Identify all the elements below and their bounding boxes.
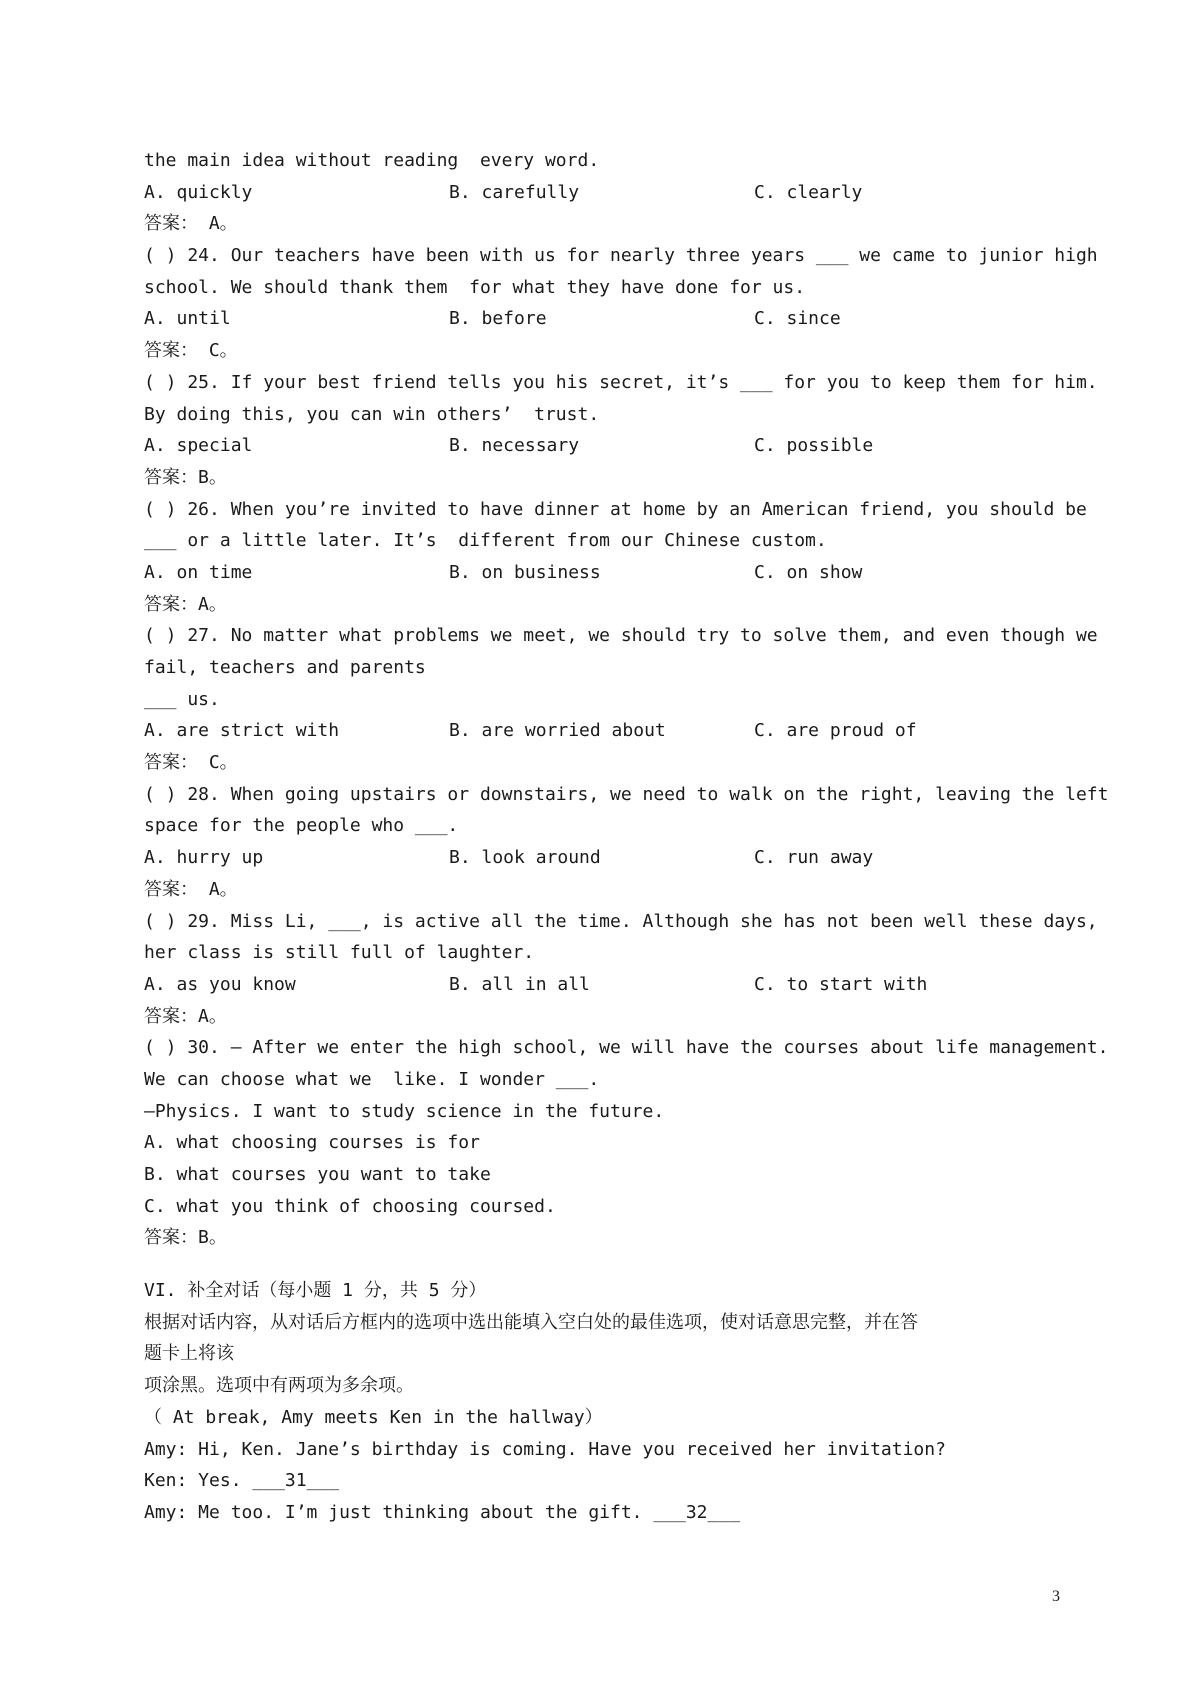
question-30-option-b: B. what courses you want to take: [144, 1164, 491, 1185]
option-c: C. to start with: [754, 973, 928, 995]
page-number: 3: [1052, 1588, 1060, 1605]
question-30-answer: 答案：B。: [144, 1227, 227, 1249]
option-c: C. possible: [754, 435, 874, 457]
dialogue-line: Amy: Me too. I’m just thinking about the gift. ___32___: [144, 1501, 741, 1523]
question-25-options: [144, 430, 1070, 462]
option-c: C. clearly: [754, 181, 863, 203]
option-b: B. all in all: [449, 973, 590, 995]
option-a: A. hurry up: [144, 847, 264, 869]
option-c: C. on show: [754, 561, 863, 583]
question-24-line-1: ( ) 24. Our teachers have been with us for nearly three years ___ we came to junior high: [144, 245, 1098, 267]
question-25-line-1: ( ) 25. If your best friend tells you his secret, it’s ___ for you to keep them for him.: [144, 371, 1098, 393]
option-a: A. quickly: [144, 181, 253, 203]
answer-line: 答案： A。: [144, 213, 238, 235]
question-text-line: the main idea without reading every word.: [144, 150, 600, 171]
option-b: B. before: [449, 308, 547, 330]
section-instructions-line-3: 项涂黑。选项中有两项为多余项。: [144, 1375, 414, 1397]
question-28-options: [144, 842, 1070, 874]
question-30-line-1: ( ) 30. — After we enter the high school, we will have the courses about life management.: [144, 1037, 1109, 1059]
option-a: A. special: [144, 435, 253, 457]
section-gap: [144, 1254, 1070, 1275]
question-28-line-1: ( ) 28. When going upstairs or downstairs, we need to walk on the right, leaving the left: [144, 783, 1109, 805]
question-26-line-2: ___ or a little later. It’s different from our Chinese custom.: [144, 530, 827, 552]
question-24-line-2: school. We should thank them for what they have done for us.: [144, 276, 806, 298]
question-27-line-2: fail, teachers and parents: [144, 657, 426, 678]
question-28-line-2: space for the people who ___.: [144, 815, 459, 837]
option-b: B. look around: [449, 847, 601, 869]
dialogue-line: Ken: Yes. ___31___: [144, 1470, 340, 1492]
option-a: A. until: [144, 308, 231, 330]
option-c: C. are proud of: [754, 720, 917, 742]
section-instructions-line-1: 根据对话内容，从对话后方框内的选项中选出能填入空白处的最佳选项，使对话意思完整，并在答: [144, 1311, 918, 1333]
question-30-option-a: A. what choosing courses is for: [144, 1132, 480, 1154]
option-b: B. necessary: [449, 435, 580, 457]
dialogue-line: Amy: Hi, Ken. Jane’s birthday is coming. Have you received her invitation?: [144, 1438, 946, 1460]
option-c: C. since: [754, 308, 841, 330]
question-24-options: [144, 303, 1070, 335]
question-27-line-1: ( ) 27. No matter what problems we meet, we should try to solve them, and even though we: [144, 625, 1098, 647]
section-heading: VI. 补全对话（每小题 1 分，共 5 分）: [144, 1280, 487, 1302]
option-a: A. on time: [144, 561, 253, 583]
options-row: [144, 177, 1070, 209]
question-30-line-2: We can choose what we like. I wonder ___.: [144, 1068, 600, 1090]
section-instructions-line-2: 题卡上将该: [144, 1343, 234, 1365]
question-29-options: [144, 969, 1070, 1001]
question-30-option-c: C. what you think of choosing coursed.: [144, 1195, 556, 1217]
question-27-answer: 答案： C。: [144, 752, 238, 774]
option-c: C. run away: [754, 847, 874, 869]
question-26-options: [144, 557, 1070, 589]
question-27-line-3: ___ us.: [144, 688, 220, 710]
question-29-line-1: ( ) 29. Miss Li, ___, is active all the time. Although she has not been well these days,: [144, 910, 1098, 932]
question-28-answer: 答案： A。: [144, 878, 238, 900]
question-25-answer: 答案：B。: [144, 466, 227, 488]
page-content: [144, 145, 1109, 1529]
option-a: A. as you know: [144, 973, 296, 995]
question-26-line-1: ( ) 26. When you’re invited to have dinner at home by an American friend, you should be: [144, 498, 1087, 520]
question-29-line-2: her class is still full of laughter.: [144, 942, 535, 964]
dialogue-scene: （ At break, Amy meets Ken in the hallway）: [144, 1406, 603, 1428]
question-24-answer: 答案： C。: [144, 340, 238, 362]
question-27-options: [144, 715, 1070, 747]
option-b: B. on business: [449, 561, 601, 583]
question-29-answer: 答案：A。: [144, 1005, 227, 1027]
option-b: B. are worried about: [449, 720, 666, 742]
question-25-line-2: By doing this, you can win others’ trust.: [144, 403, 600, 425]
option-b: B. carefully: [449, 181, 580, 203]
question-26-answer: 答案：A。: [144, 593, 227, 615]
option-a: A. are strict with: [144, 720, 340, 742]
question-30-line-3: —Physics. I want to study science in the future.: [144, 1100, 665, 1122]
